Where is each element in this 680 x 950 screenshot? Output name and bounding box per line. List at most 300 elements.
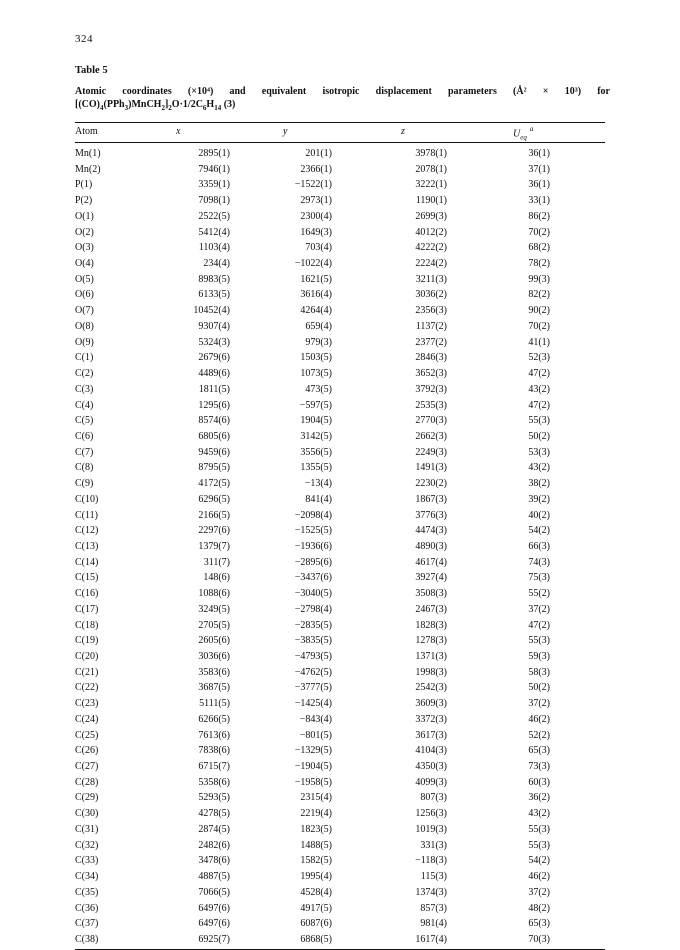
cell-x: 2482(6) [198,839,230,851]
cell-z: 4350(3) [415,761,447,773]
cell-ueq: 39(2) [528,493,550,505]
cell-x: 7838(6) [198,745,230,757]
table-row [75,806,605,822]
table-row [75,633,605,649]
table-row [75,790,605,806]
cell-x: 1379(7) [198,540,230,552]
cell-z: 4890(3) [415,540,447,552]
cell-z: 3652(3) [415,368,447,380]
cell-y: −2798(4) [294,603,332,615]
table-row [75,398,605,414]
cell-x: 311(7) [203,556,230,568]
table-row [75,680,605,696]
cell-y: −2895(6) [294,556,332,568]
cell-atom: C(32) [75,839,99,851]
cell-y: 2973(1) [300,195,332,207]
cell-z: 3792(3) [415,383,447,395]
caption-subscript: 4 [100,104,104,112]
cell-ueq: 59(3) [528,651,550,662]
cell-atom: Mn(1) [75,148,101,159]
cell-ueq: 55(3) [528,635,550,647]
cell-y: −1022(4) [294,258,332,270]
cell-z: 2662(3) [415,430,447,442]
header-ueq [513,126,533,141]
table-caption [75,85,610,111]
cell-z: 1278(3) [415,635,447,647]
cell-y: −843(4) [299,713,332,725]
table-row [75,193,605,209]
cell-atom: C(6) [75,430,94,442]
cell-atom: C(13) [75,540,99,552]
cell-z: 807(3) [420,792,447,804]
header-atom: Atom [75,126,98,137]
table-row [75,492,605,508]
table-row [75,350,605,366]
cell-y: −3437(6) [294,572,332,584]
cell-ueq: 43(2) [528,462,550,474]
cell-y: −1936(6) [294,540,332,552]
cell-z: 2467(3) [415,603,447,615]
cell-atom: C(33) [75,855,99,867]
table-row [75,649,605,665]
cell-x: 6925(7) [198,933,230,945]
cell-ueq: 46(2) [528,713,550,725]
caption-part: )MnCH [128,99,162,110]
table-row [75,759,605,775]
cell-z: 4617(4) [415,556,447,568]
table-row [75,177,605,193]
cell-x: 7066(5) [198,886,230,898]
cell-x: 6497(6) [198,918,230,930]
cell-y: 1582(5) [300,855,332,867]
cell-x: 5412(4) [198,226,230,238]
table-row [75,822,605,838]
table-row [75,885,605,901]
table-row [75,240,605,256]
cell-x: 148(6) [203,572,230,584]
cell-y: 6087(6) [300,918,332,930]
cell-ueq: 37(1) [528,163,550,175]
table-row [75,570,605,586]
table-row [75,539,605,555]
caption-part: O·1/2C [171,99,203,110]
cell-ueq: 78(2) [528,258,550,270]
table-row [75,209,605,225]
table-row [75,429,605,445]
cell-z: 2770(3) [415,415,447,427]
cell-atom: C(24) [75,713,99,725]
cell-ueq: 47(2) [528,399,550,411]
cell-z: 2542(3) [415,682,447,694]
cell-atom: C(15) [75,572,99,584]
cell-y: 3556(5) [300,446,332,458]
table-row [75,838,605,854]
cell-z: 2249(3) [415,446,447,458]
cell-ueq: 54(2) [528,855,550,867]
caption-subscript: 6 [202,104,207,112]
cell-y: −1329(5) [294,745,332,757]
cell-atom: O(8) [75,320,94,332]
cell-x: 7613(6) [198,729,230,741]
cell-x: 2874(5) [198,823,230,835]
cell-z: 4104(3) [415,745,447,757]
cell-atom: C(17) [75,603,99,615]
cell-x: 6497(6) [198,902,230,914]
cell-x: 8795(5) [198,462,230,474]
cell-z: 3617(3) [415,729,447,741]
cell-ueq: 74(3) [528,556,550,568]
cell-y: −1522(1) [294,179,332,191]
table-row [75,916,605,932]
cell-ueq: 90(2) [528,305,550,317]
cell-atom: C(34) [75,871,99,883]
cell-x: 3249(5) [198,603,230,615]
cell-atom: C(5) [75,415,94,427]
cell-atom: C(25) [75,729,99,741]
cell-x: 10452(4) [193,305,230,317]
cell-atom: C(9) [75,478,94,490]
cell-z: 3776(3) [415,509,447,521]
cell-z: 331(3) [420,839,447,851]
cell-ueq: 55(3) [528,839,550,851]
cell-z: 2078(1) [415,163,447,175]
cell-z: 4012(2) [415,226,447,238]
cell-y: −4762(5) [294,666,332,678]
cell-x: 1811(5) [198,383,230,395]
cell-y: −3835(5) [294,635,332,647]
table-row [75,366,605,382]
table-row [75,287,605,303]
cell-atom: C(36) [75,902,99,914]
caption-subscript: 2 [161,104,165,112]
cell-z: 2535(3) [415,399,447,411]
table-row [75,256,605,272]
cell-y: 1355(5) [300,462,332,474]
table-top-rule [75,122,605,123]
caption-part: (PPh [103,99,125,110]
cell-x: 6715(7) [198,761,230,773]
table-label: Table 5 [75,65,108,76]
cell-atom: C(18) [75,619,99,631]
table-row [75,225,605,241]
table-row [75,853,605,869]
cell-ueq: 55(3) [528,415,550,427]
cell-atom: C(4) [75,399,94,411]
caption-subscript: 3 [124,104,129,112]
cell-x: 6266(5) [198,713,230,725]
cell-x: 1103(4) [198,242,230,254]
cell-y: 201(1) [305,148,332,159]
cell-ueq: 68(2) [528,242,550,254]
header-ueq-subscript: eq [520,133,527,142]
page-number: 324 [75,33,93,45]
cell-z: 3609(3) [415,698,447,710]
cell-atom: C(27) [75,761,99,773]
cell-z: 2846(3) [415,352,447,364]
table-row [75,335,605,351]
cell-ueq: 38(2) [528,478,550,490]
cell-ueq: 43(2) [528,383,550,395]
cell-x: 1088(6) [198,588,230,600]
cell-atom: O(7) [75,305,94,317]
cell-z: 2356(3) [415,305,447,317]
caption-part: ] [164,99,169,110]
table-row [75,555,605,571]
cell-atom: C(23) [75,698,99,710]
cell-z: −118(3) [415,855,447,867]
caption-part: H [206,99,215,110]
cell-atom: C(10) [75,493,99,505]
cell-ueq: 65(3) [528,918,550,930]
cell-x: 5111(5) [199,698,230,710]
cell-atom: C(20) [75,651,99,662]
cell-x: 234(4) [203,258,230,270]
table-row [75,712,605,728]
cell-x: 3583(6) [198,666,230,678]
cell-atom: C(7) [75,446,94,458]
cell-y: 3142(5) [300,430,332,442]
cell-z: 2224(2) [415,258,447,270]
table-row [75,162,605,178]
table-row [75,618,605,634]
cell-y: 841(4) [305,493,332,505]
cell-ueq: 48(2) [528,902,550,914]
table-row [75,303,605,319]
cell-x: 4887(5) [198,871,230,883]
cell-y: −3040(5) [294,588,332,600]
cell-z: 3927(4) [415,572,447,584]
table-row [75,319,605,335]
cell-x: 2705(5) [198,619,230,631]
cell-atom: O(6) [75,289,94,301]
cell-atom: C(1) [75,352,94,364]
cell-atom: Mn(2) [75,163,101,175]
cell-x: 1295(6) [198,399,230,411]
cell-y: 979(3) [305,336,332,348]
cell-ueq: 50(2) [528,682,550,694]
cell-ueq: 43(2) [528,808,550,820]
cell-atom: C(2) [75,368,94,380]
cell-z: 2699(3) [415,210,447,222]
cell-z: 2230(2) [415,478,447,490]
cell-ueq: 75(3) [528,572,550,584]
cell-x: 4489(6) [198,368,230,380]
cell-y: 1649(3) [300,226,332,238]
cell-y: −2835(5) [294,619,332,631]
caption-part: [(CO) [75,99,100,110]
cell-z: 3222(1) [415,179,447,191]
cell-y: −3777(5) [294,682,332,694]
caption-line-1: Atomic coordinates (×10⁴) and equivalent isotropic displacement parameters (Å² × 10³) for [75,86,610,97]
cell-y: −13(4) [304,478,332,490]
cell-ueq: 66(3) [528,540,550,552]
cell-ueq: 36(1) [528,148,550,159]
cell-x: 5324(3) [198,336,230,348]
cell-x: 2166(5) [198,509,230,521]
table-row [75,508,605,524]
table-row [75,460,605,476]
cell-y: −1525(5) [294,525,332,537]
cell-ueq: 52(3) [528,352,550,364]
cell-x: 7946(1) [198,163,230,175]
cell-y: 1073(5) [300,368,332,380]
cell-y: 4917(5) [300,902,332,914]
cell-z: 3211(3) [415,273,447,285]
cell-y: 4264(4) [300,305,332,317]
cell-ueq: 52(2) [528,729,550,741]
cell-z: 1019(3) [415,823,447,835]
table-row [75,901,605,917]
cell-x: 3478(6) [198,855,230,867]
cell-x: 4278(5) [198,808,230,820]
cell-z: 1371(3) [415,651,447,662]
cell-z: 1190(1) [415,195,447,207]
cell-ueq: 36(1) [528,179,550,191]
cell-z: 3508(3) [415,588,447,600]
cell-y: 3616(4) [300,289,332,301]
cell-atom: O(3) [75,242,94,254]
cell-ueq: 40(2) [528,509,550,521]
cell-z: 1998(3) [415,666,447,678]
cell-z: 1137(2) [415,320,447,332]
cell-atom: O(9) [75,336,94,348]
cell-x: 4172(5) [198,478,230,490]
cell-ueq: 36(2) [528,792,550,804]
cell-z: 1374(3) [415,886,447,898]
cell-atom: C(14) [75,556,99,568]
cell-x: 9459(6) [198,446,230,458]
table-row [75,775,605,791]
header-y: y [283,126,288,137]
cell-ueq: 55(3) [528,823,550,835]
cell-y: 1621(5) [300,273,332,285]
cell-z: 1491(3) [415,462,447,474]
table-row [75,586,605,602]
cell-ueq: 65(3) [528,745,550,757]
cell-y: 4528(4) [300,886,332,898]
table-row [75,602,605,618]
cell-y: 1995(4) [300,871,332,883]
cell-y: 1488(5) [300,839,332,851]
table-row [75,146,605,162]
cell-ueq: 99(3) [528,273,550,285]
cell-x: 9307(4) [198,320,230,332]
cell-y: 6868(5) [300,933,332,945]
table-row [75,445,605,461]
cell-x: 2895(1) [198,148,230,159]
cell-y: 1823(5) [300,823,332,835]
cell-atom: O(1) [75,210,94,222]
table-row [75,413,605,429]
table-row [75,932,605,948]
caption-subscript: 14 [214,104,222,112]
cell-atom: P(1) [75,179,93,191]
cell-x: 8574(6) [198,415,230,427]
header-x: x [176,126,181,137]
cell-y: −2098(4) [294,509,332,521]
table-row [75,272,605,288]
cell-x: 2297(6) [198,525,230,537]
cell-z: 1867(3) [415,493,447,505]
cell-ueq: 70(3) [528,933,550,945]
header-ueq-footnote-mark: a [529,125,534,133]
cell-x: 6296(5) [198,493,230,505]
table-body [75,146,605,948]
cell-atom: C(35) [75,886,99,898]
cell-atom: C(8) [75,462,94,474]
cell-atom: C(28) [75,776,99,788]
cell-atom: C(29) [75,792,99,804]
cell-ueq: 37(2) [528,603,550,615]
cell-ueq: 46(2) [528,871,550,883]
cell-ueq: 41(1) [528,336,550,348]
cell-atom: C(3) [75,383,94,395]
cell-y: −597(5) [299,399,332,411]
cell-z: 1617(4) [415,933,447,945]
cell-atom: C(26) [75,745,99,757]
cell-atom: O(4) [75,258,94,270]
cell-atom: P(2) [75,195,93,207]
cell-x: 3687(5) [198,682,230,694]
cell-atom: C(11) [75,509,98,521]
cell-y: 2219(4) [300,808,332,820]
cell-x: 2605(6) [198,635,230,647]
cell-z: 1256(3) [415,808,447,820]
cell-z: 4099(3) [415,776,447,788]
cell-x: 7098(1) [198,195,230,207]
cell-ueq: 55(2) [528,588,550,600]
cell-atom: C(16) [75,588,99,600]
table-header-row [75,126,605,140]
cell-y: 703(4) [305,242,332,254]
cell-atom: C(19) [75,635,99,647]
cell-ueq: 53(3) [528,446,550,458]
cell-atom: C(37) [75,918,99,930]
cell-atom: C(21) [75,666,99,678]
cell-ueq: 37(2) [528,698,550,710]
cell-z: 4474(3) [415,525,447,537]
cell-z: 3978(1) [415,148,447,159]
cell-ueq: 37(2) [528,886,550,898]
cell-ueq: 33(1) [528,195,550,207]
cell-y: −1958(5) [294,776,332,788]
cell-y: 473(5) [305,383,332,395]
cell-ueq: 82(2) [528,289,550,301]
cell-y: 2366(1) [300,163,332,175]
cell-ueq: 47(2) [528,368,550,380]
caption-part: (3) [221,99,236,110]
header-z: z [401,126,405,137]
cell-z: 1828(3) [415,619,447,631]
cell-ueq: 47(2) [528,619,550,631]
cell-ueq: 58(3) [528,666,550,678]
cell-x: 6805(6) [198,430,230,442]
cell-x: 3359(1) [198,179,230,191]
header-ueq-symbol: U [513,128,521,140]
cell-z: 857(3) [420,902,447,914]
cell-x: 3036(6) [198,651,230,662]
cell-y: −4793(5) [294,651,332,662]
cell-atom: O(5) [75,273,94,285]
cell-x: 2522(5) [198,210,230,222]
cell-z: 981(4) [420,918,447,930]
cell-x: 5358(6) [198,776,230,788]
cell-ueq: 70(2) [528,226,550,238]
cell-y: 1503(5) [300,352,332,364]
cell-x: 2679(6) [198,352,230,364]
cell-ueq: 60(3) [528,776,550,788]
cell-y: 2315(4) [300,792,332,804]
